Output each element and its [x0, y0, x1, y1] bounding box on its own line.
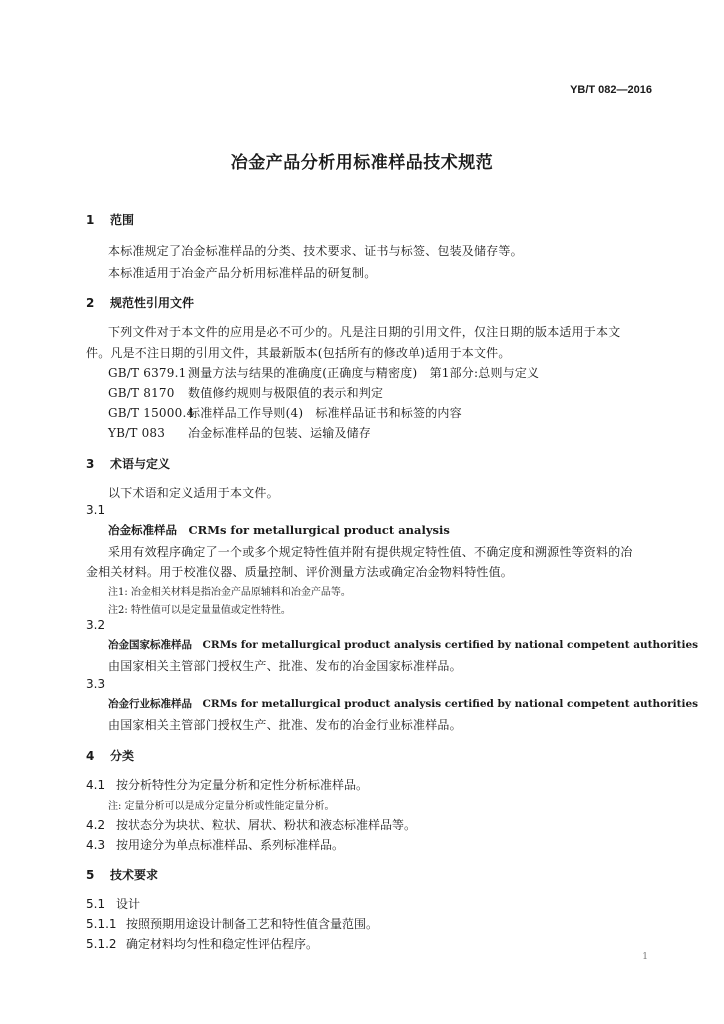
note-2: 注2: 特性值可以是定量量值或定性特性。: [108, 605, 291, 616]
section-title: 术语与定义: [110, 457, 171, 471]
term-heading: 冶金国家标准样品 CRMs for metallurgical product analysis certified by national competent authorities: [108, 639, 699, 651]
clause-text: 确定材料均匀性和稳定性评估程序。: [126, 937, 319, 951]
clause-5-1: [86, 895, 140, 912]
clause-4-3: [86, 836, 344, 853]
reference-code: GB/T 8170: [108, 386, 175, 400]
section-number: 4: [86, 749, 95, 763]
clause-number: 5.1: [86, 897, 106, 911]
clause-number: 5.1.2: [86, 937, 117, 951]
section-title: 规范性引用文件: [110, 296, 195, 310]
clause-text: 按分析特性分为定量分析和定性分析标准样品。: [116, 778, 369, 792]
clause-5-1-2: [86, 935, 318, 952]
note: 注: 定量分析可以是成分定量分析或性能定量分析。: [108, 801, 335, 812]
section-number: 2: [86, 296, 95, 310]
section-2-heading: [86, 294, 194, 311]
references-intro-line-1: 下列文件对于本文件的应用是必不可少的。凡是注日期的引用文件，仅注日期的版本适用于本文: [108, 325, 621, 339]
clause-text: 按照预期用途设计制备工艺和特性值含量范围。: [126, 917, 379, 931]
section-number: 1: [86, 213, 95, 227]
reference-code: GB/T 15000.4: [108, 406, 195, 420]
section-title: 范围: [110, 213, 135, 227]
clause-text: 按状态分为块状、粒状、屑状、粉状和液态标准样品等。: [116, 818, 417, 832]
standard-number: YB/T 082—2016: [570, 84, 652, 96]
term-definition-line-1: 采用有效程序确定了一个或多个规定特性值并附有提供规定特性值、不确定度和溯源性等资料的冶: [108, 545, 633, 559]
clause-number: 4.3: [86, 838, 106, 852]
section-4-heading: [86, 747, 134, 764]
page-number: 1: [642, 952, 648, 962]
term-number: 3.3: [86, 677, 106, 691]
section-title: 技术要求: [110, 868, 159, 882]
reference-item: [108, 364, 539, 381]
clause-text: 按用途分为单点标准样品、系列标准样品。: [116, 838, 345, 852]
term-definition-line-2: 金相关材料。用于校准仪器、质量控制、评价测量方法或确定冶金物料特性值。: [86, 565, 514, 579]
section-number: 5: [86, 868, 95, 882]
clause-number: 5.1.1: [86, 917, 117, 931]
term-heading: 冶金行业标准样品 CRMs for metallurgical product analysis certified by national competent authorities: [108, 698, 699, 710]
reference-title: 冶金标准样品的包装、运输及储存: [188, 426, 372, 440]
term-number: 3.2: [86, 618, 106, 632]
document-title: 冶金产品分析用标准样品技术规范: [230, 153, 494, 173]
term-heading: 冶金标准样品 CRMs for metallurgical product analysis: [108, 523, 450, 537]
reference-title: 测量方法与结果的准确度(正确度与精密度) 第1部分:总则与定义: [188, 366, 540, 380]
reference-item: [108, 384, 383, 401]
section-3-heading: [86, 455, 170, 472]
section-1-heading: [86, 211, 134, 228]
reference-item: [108, 404, 462, 421]
term-definition: 由国家相关主管部门授权生产、批准、发布的冶金行业标准样品。: [108, 718, 462, 732]
term-definition: 由国家相关主管部门授权生产、批准、发布的冶金国家标准样品。: [108, 659, 462, 673]
scope-paragraph-2: 本标准适用于冶金产品分析用标准样品的研复制。: [108, 266, 377, 280]
term-number: 3.1: [86, 503, 106, 517]
clause-number: 4.2: [86, 818, 106, 832]
note-1: 注1: 冶金相关材料是指冶金产品原辅料和冶金产品等。: [108, 587, 351, 598]
section-title: 分类: [110, 749, 135, 763]
reference-code: YB/T 083: [108, 426, 166, 440]
section-5-heading: [86, 866, 158, 883]
clause-number: 4.1: [86, 778, 106, 792]
scope-paragraph-1: 本标准规定了冶金标准样品的分类、技术要求、证书与标签、包装及储存等。: [108, 244, 523, 258]
clause-4-1: [86, 776, 368, 793]
clause-4-2: [86, 816, 416, 833]
section-number: 3: [86, 457, 95, 471]
reference-item: [108, 424, 371, 441]
references-intro-line-2: 件。凡是不注日期的引用文件，其最新版本(包括所有的修改单)适用于本文件。: [86, 346, 511, 360]
clause-5-1-1: [86, 915, 378, 932]
clause-text: 设计: [116, 897, 141, 911]
terms-intro: 以下术语和定义适用于本文件。: [108, 486, 279, 500]
reference-title: 数值修约规则与极限值的表示和判定: [188, 386, 384, 400]
reference-code: GB/T 6379.1: [108, 366, 187, 380]
reference-title: 标准样品工作导则(4) 标准样品证书和标签的内容: [188, 406, 462, 420]
